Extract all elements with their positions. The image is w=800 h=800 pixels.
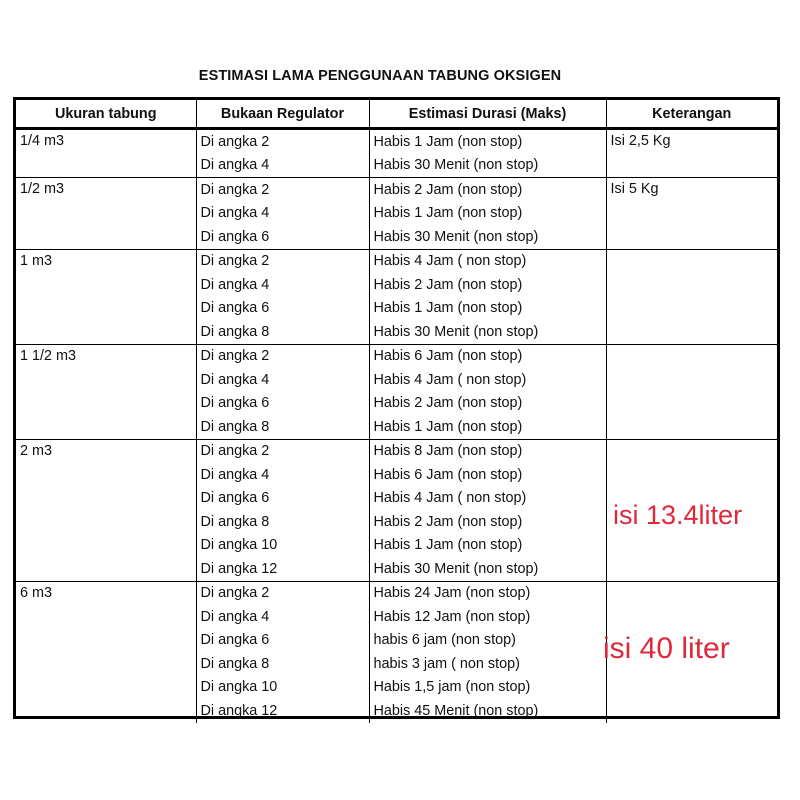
cell-duration: Habis 1 Jam (non stop): [369, 534, 606, 558]
cell-regulator: Di angka 4: [196, 273, 369, 297]
cell-regulator: Di angka 8: [196, 510, 369, 534]
annotation-6m3-capacity: isi 40 liter: [603, 632, 730, 665]
cell-note: [606, 249, 777, 344]
cell-duration: Habis 24 Jam (non stop): [369, 581, 606, 605]
cell-note: Isi 2,5 Kg: [606, 129, 777, 178]
cell-duration: Habis 2 Jam (non stop): [369, 273, 606, 297]
cell-regulator: Di angka 2: [196, 129, 369, 154]
cell-duration: Habis 4 Jam ( non stop): [369, 249, 606, 273]
cell-duration: Habis 45 Menit (non stop): [369, 699, 606, 723]
cell-regulator: Di angka 12: [196, 699, 369, 723]
cell-regulator: Di angka 6: [196, 487, 369, 511]
cell-regulator: Di angka 4: [196, 202, 369, 226]
cell-tank-size: 1/4 m3: [16, 129, 196, 178]
cell-regulator: Di angka 2: [196, 249, 369, 273]
cell-regulator: Di angka 6: [196, 629, 369, 653]
cell-regulator: Di angka 2: [196, 344, 369, 368]
cell-regulator: Di angka 6: [196, 297, 369, 321]
cell-duration: Habis 6 Jam (non stop): [369, 344, 606, 368]
table-row: [16, 129, 777, 154]
cell-duration: Habis 30 Menit (non stop): [369, 320, 606, 344]
cell-duration: Habis 8 Jam (non stop): [369, 439, 606, 463]
cell-regulator: Di angka 2: [196, 581, 369, 605]
header-ukuran-tabung: Ukuran tabung: [16, 100, 196, 129]
table-row: [16, 249, 777, 273]
cell-regulator: Di angka 12: [196, 557, 369, 581]
cell-duration: Habis 2 Jam (non stop): [369, 392, 606, 416]
cell-tank-size: 1/2 m3: [16, 178, 196, 250]
cell-duration: Habis 1 Jam (non stop): [369, 129, 606, 154]
cell-duration: Habis 1 Jam (non stop): [369, 202, 606, 226]
cell-regulator: Di angka 8: [196, 320, 369, 344]
cell-duration: Habis 2 Jam (non stop): [369, 178, 606, 202]
cell-note: [606, 344, 777, 439]
cell-regulator: Di angka 6: [196, 225, 369, 249]
cell-duration: Habis 1,5 jam (non stop): [369, 676, 606, 700]
header-row: [16, 100, 777, 129]
cell-duration: habis 3 jam ( non stop): [369, 652, 606, 676]
cell-duration: Habis 2 Jam (non stop): [369, 510, 606, 534]
cell-tank-size: 6 m3: [16, 581, 196, 723]
cell-note: Isi 5 Kg: [606, 178, 777, 250]
cell-tank-size: 2 m3: [16, 439, 196, 581]
cell-duration: Habis 1 Jam (non stop): [369, 297, 606, 321]
table-row: [16, 344, 777, 368]
cell-regulator: Di angka 8: [196, 652, 369, 676]
cell-tank-size: 1 m3: [16, 249, 196, 344]
table-row: [16, 581, 777, 605]
oxygen-duration-table: [13, 97, 780, 719]
annotation-2m3-capacity: isi 13.4liter: [613, 500, 743, 530]
cell-regulator: Di angka 2: [196, 178, 369, 202]
table-row: [16, 439, 777, 463]
cell-duration: Habis 12 Jam (non stop): [369, 605, 606, 629]
cell-regulator: Di angka 10: [196, 676, 369, 700]
cell-regulator: Di angka 4: [196, 463, 369, 487]
cell-duration: Habis 6 Jam (non stop): [369, 463, 606, 487]
cell-regulator: Di angka 4: [196, 368, 369, 392]
cell-duration: Habis 4 Jam ( non stop): [369, 368, 606, 392]
header-bukaan-regulator: Bukaan Regulator: [196, 100, 369, 129]
cell-duration: Habis 30 Menit (non stop): [369, 154, 606, 178]
page-title: ESTIMASI LAMA PENGGUNAAN TABUNG OKSIGEN: [198, 68, 562, 84]
cell-duration: habis 6 jam (non stop): [369, 629, 606, 653]
cell-regulator: Di angka 4: [196, 154, 369, 178]
cell-duration: Habis 1 Jam (non stop): [369, 415, 606, 439]
cell-regulator: Di angka 10: [196, 534, 369, 558]
cell-regulator: Di angka 2: [196, 439, 369, 463]
cell-tank-size: 1 1/2 m3: [16, 344, 196, 439]
header-keterangan: Keterangan: [606, 100, 777, 129]
cell-duration: Habis 30 Menit (non stop): [369, 225, 606, 249]
cell-duration: Habis 4 Jam ( non stop): [369, 487, 606, 511]
cell-regulator: Di angka 4: [196, 605, 369, 629]
cell-duration: Habis 30 Menit (non stop): [369, 557, 606, 581]
table-row: [16, 178, 777, 202]
header-estimasi-durasi: Estimasi Durasi (Maks): [369, 100, 606, 129]
table: [16, 100, 777, 723]
cell-regulator: Di angka 8: [196, 415, 369, 439]
cell-regulator: Di angka 6: [196, 392, 369, 416]
